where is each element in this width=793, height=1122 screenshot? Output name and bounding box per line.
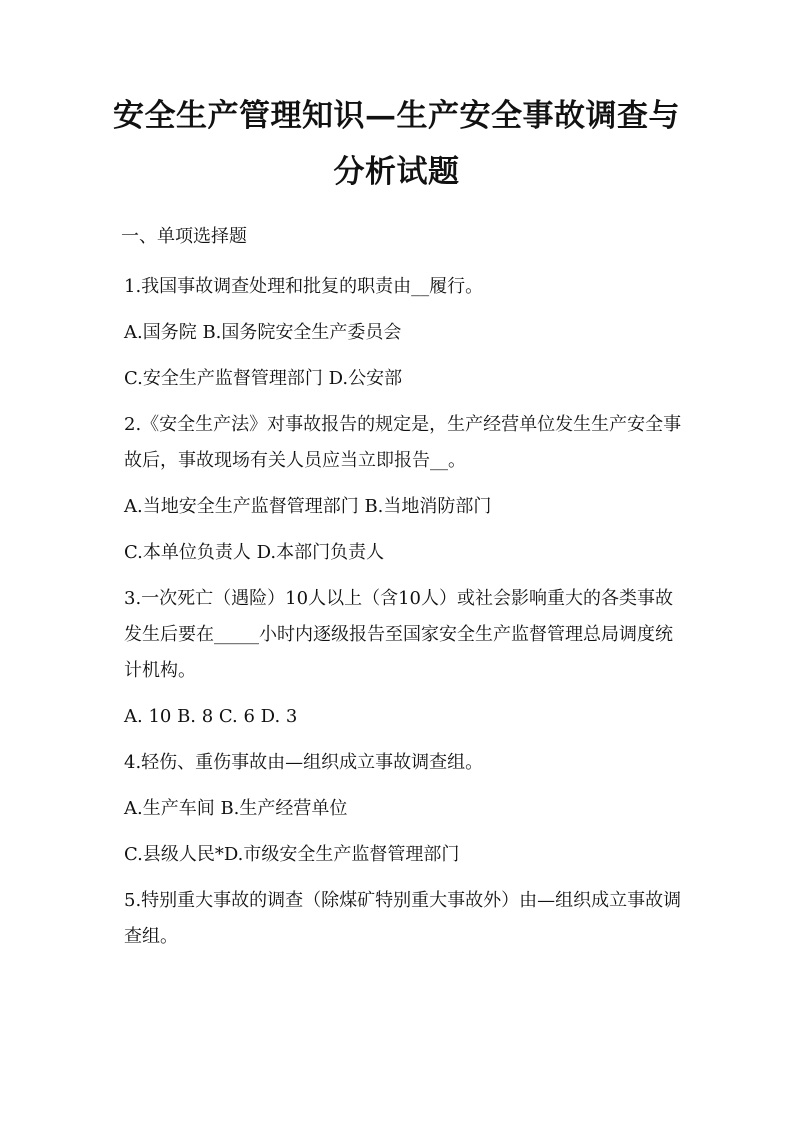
question-3: 3.一次死亡（遇险）10人以上（含10人）或社会影响重大的各类事故发生后要在_____小时内逐级报告至国家安全生产监督管理总局调度统计机构。 <box>124 588 673 681</box>
question-5: 5.特别重大事故的调查（除煤矿特别重大事故外）由—组织成立事故调查组。 <box>124 890 682 947</box>
document-title-line-1: 安全生产管理知识—生产安全事故调查与 <box>113 98 680 134</box>
section-heading: 一、单项选择题 <box>121 226 247 247</box>
question-1: 1.我国事故调查处理和批复的职责由__履行。 <box>124 276 484 297</box>
question-4-options-cd: C.县级人民*D.市级安全生产监督管理部门 <box>124 844 460 865</box>
question-3-options: A. 10 B. 8 C. 6 D. 3 <box>124 706 298 727</box>
question-1-options-cd: C.安全生产监督管理部门 D.公安部 <box>124 368 403 389</box>
question-2-options-cd: C.本单位负责人 D.本部门负责人 <box>124 542 385 563</box>
question-4-options-ab: A.生产车间 B.生产经营单位 <box>124 798 348 819</box>
question-2-options-ab: A.当地安全生产监督管理部门 B.当地消防部门 <box>124 496 492 517</box>
question-2: 2.《安全生产法》对事故报告的规定是，生产经营单位发生生产安全事故后，事故现场有关人员应当立即报告__。 <box>124 414 682 471</box>
question-list <box>124 269 684 965</box>
document-title-line-2: 分析试题 <box>333 154 460 190</box>
question-1-options-ab: A.国务院 B.国务院安全生产委员会 <box>124 322 402 343</box>
question-4: 4.轻伤、重伤事故由—组织成立事故调查组。 <box>124 752 484 773</box>
